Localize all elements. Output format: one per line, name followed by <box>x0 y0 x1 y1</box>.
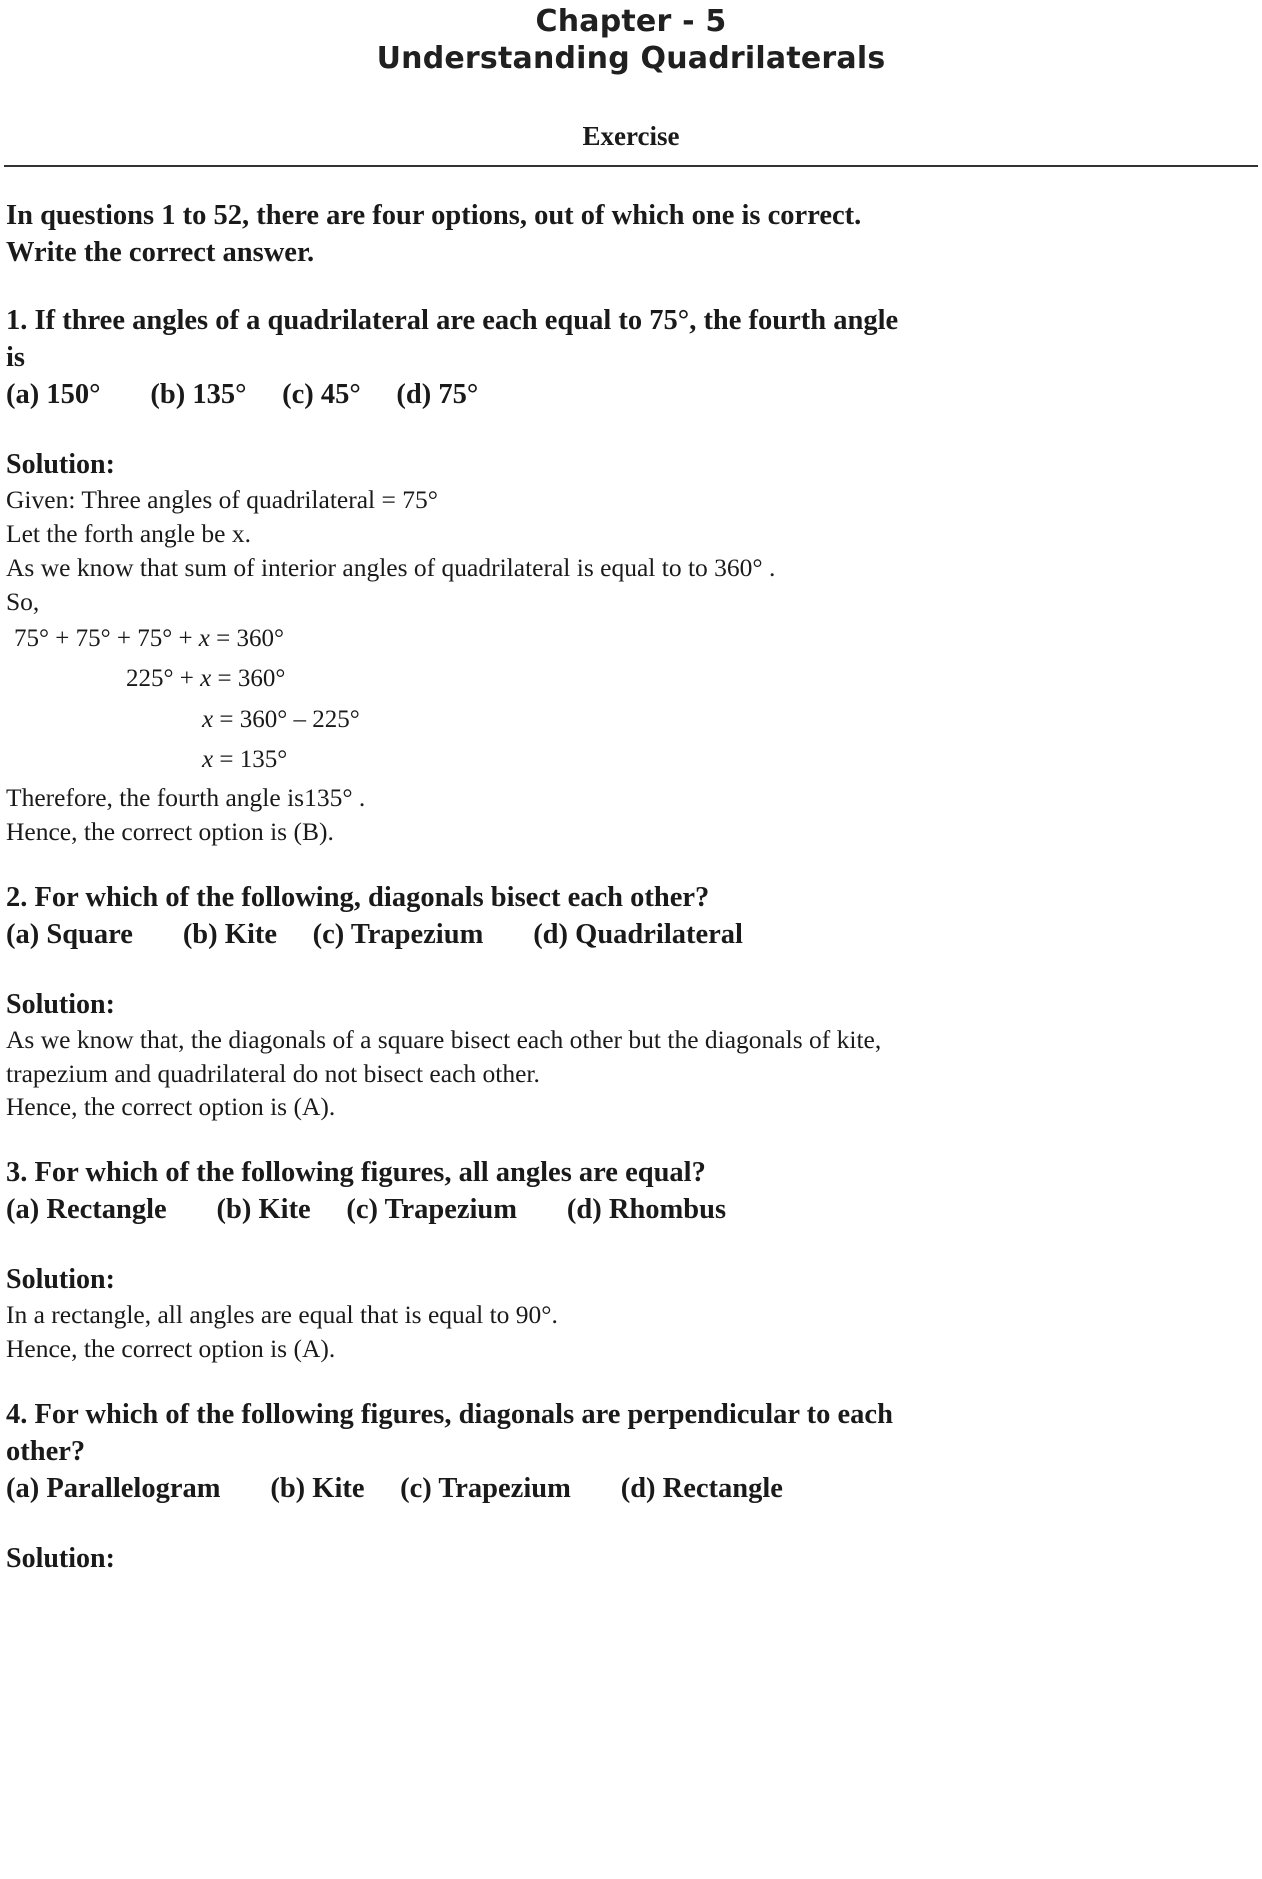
question-2-text <box>6 879 1256 916</box>
document-body <box>0 197 1262 1576</box>
header-divider <box>4 165 1258 167</box>
question-1-solution-closing-1: Therefore, the fourth angle is135° . <box>6 782 366 812</box>
exercise-label: Exercise <box>582 120 680 151</box>
question-1-text-line-2: is <box>6 342 26 374</box>
question-2-solution-line-1: As we know that, the diagonals of a square bisect each other but the diagonals of kite, <box>6 1024 882 1054</box>
question-4-text <box>6 1396 1256 1470</box>
question-2-text-line-1: 2. For which of the following, diagonals bisect each other? <box>6 881 710 913</box>
question-1-solution-line-3: As we know that sum of interior angles of quadrilateral is equal to to 360° . <box>6 552 776 582</box>
question-1-equation-1: 75° + 75° + 75° + x = 360° <box>14 624 285 652</box>
question-1-solution-line-4: So, <box>6 586 40 616</box>
question-1-solution-label: Solution: <box>6 449 115 481</box>
question-4 <box>6 1396 1256 1575</box>
question-4-text-line-1: 4. For which of the following figures, diagonals are perpendicular to each <box>6 1399 893 1431</box>
question-3-solution-label: Solution: <box>6 1264 115 1296</box>
question-1-solution-line-1: Given: Three angles of quadrilateral = 75° <box>6 485 438 515</box>
question-3-solution-line-2: Hence, the correct option is (A). <box>6 1334 336 1364</box>
question-1-equation-4: x = 135° <box>202 746 288 774</box>
document-header <box>0 0 1262 152</box>
question-2-options: (a) Square (b) Kite (c) Trapezium (d) Quadrilateral <box>6 918 743 950</box>
question-3-options: (a) Rectangle (b) Kite (c) Trapezium (d) Rhombus <box>6 1194 727 1226</box>
question-3-solution-line-1: In a rectangle, all angles are equal that is equal to 90°. <box>6 1300 558 1330</box>
question-3 <box>6 1154 1256 1366</box>
chapter-number: Chapter - 5 <box>535 4 727 39</box>
instructions <box>6 197 1256 272</box>
question-4-text-line-2: other? <box>6 1436 86 1468</box>
instructions-line-1: In questions 1 to 52, there are four options, out of which one is correct. <box>6 199 862 231</box>
question-1-equation-3: x = 360° – 225° <box>202 705 360 733</box>
question-4-solution-label: Solution: <box>6 1543 115 1575</box>
question-2-solution-line-2: trapezium and quadrilateral do not bisect each other. <box>6 1058 540 1088</box>
question-1-solution-line-2: Let the forth angle be x. <box>6 519 251 549</box>
question-1-text-line-1: 1. If three angles of a quadrilateral are each equal to 75°, the fourth angle <box>6 305 899 336</box>
question-3-text-line-1: 3. For which of the following figures, all angles are equal? <box>6 1157 706 1189</box>
question-4-options: (a) Parallelogram (b) Kite (c) Trapezium (d) Rectangle <box>6 1473 783 1505</box>
question-2-solution-label: Solution: <box>6 988 115 1020</box>
question-1-solution-closing-2: Hence, the correct option is (B). <box>6 816 334 846</box>
chapter-title: Understanding Quadrilaterals <box>376 41 886 77</box>
question-1-text <box>6 302 1256 376</box>
question-2 <box>6 879 1256 1125</box>
instructions-line-2: Write the correct answer. <box>6 237 315 269</box>
question-1-options: (a) 150° (b) 135° (c) 45° (d) 75° <box>6 379 479 411</box>
question-3-text <box>6 1154 1256 1191</box>
question-1-equation-2: 225° + x = 360° <box>126 665 286 693</box>
question-1 <box>6 302 1256 849</box>
question-2-solution-line-3: Hence, the correct option is (A). <box>6 1092 336 1122</box>
